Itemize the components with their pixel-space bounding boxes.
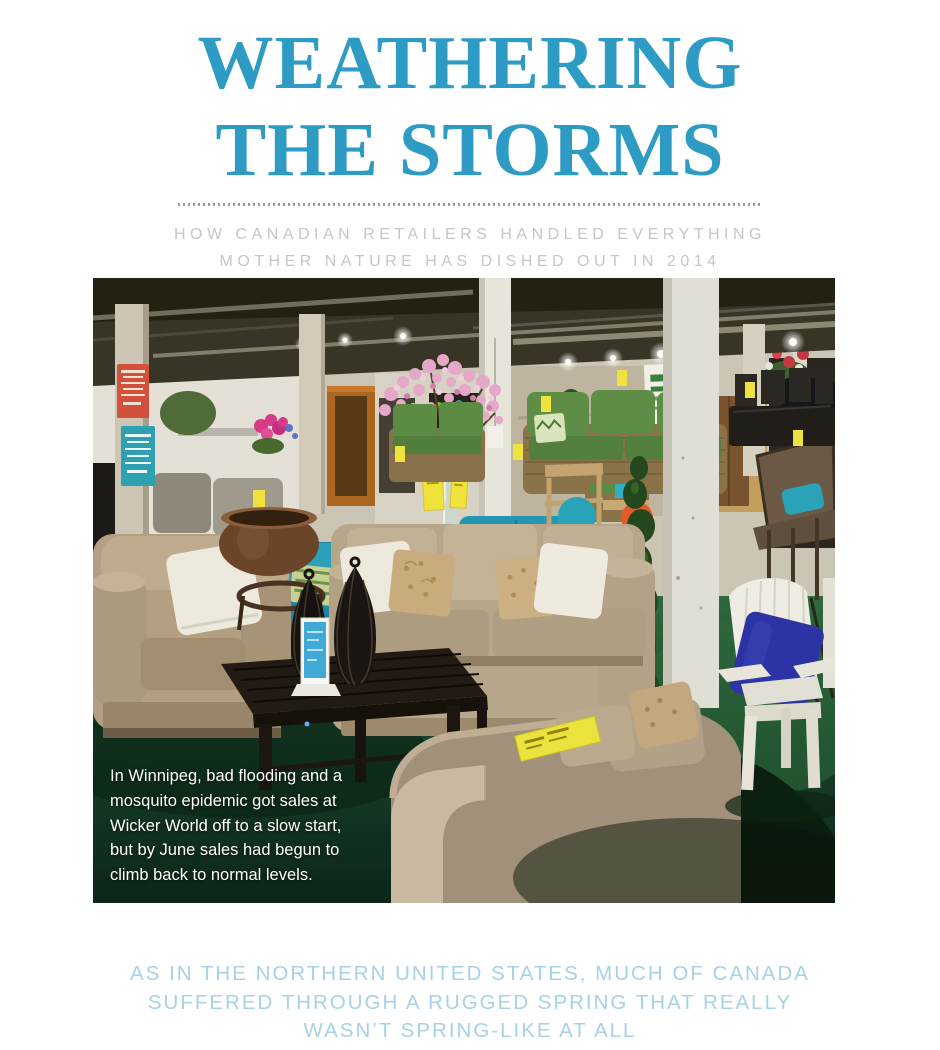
red-wall-sign bbox=[117, 364, 149, 418]
pull-quote-line-3: WASN’T SPRING-LIKE AT ALL bbox=[303, 1019, 637, 1042]
caption-line-3: Wicker World off to a slow start, bbox=[110, 816, 342, 835]
orange-doorway bbox=[327, 386, 375, 506]
pull-quote bbox=[0, 960, 940, 1046]
subtitle-line-1: HOW CANADIAN RETAILERS HANDLED EVERYTHING bbox=[174, 226, 766, 243]
pull-quote-line-2: SUFFERED THROUGH A RUGGED SPRING THAT REALLY bbox=[147, 990, 793, 1014]
caption-line-5: climb back to normal levels. bbox=[110, 866, 313, 885]
caption-line-4: but by June sales had begun to bbox=[110, 841, 340, 860]
title-line-2: THE STORMS bbox=[215, 108, 725, 192]
photo-caption bbox=[110, 764, 342, 888]
showroom-photo bbox=[93, 278, 835, 903]
damask-pillow bbox=[388, 549, 456, 617]
page-title bbox=[0, 20, 940, 194]
subtitle-line-2: MOTHER NATURE HAS DISHED OUT IN 2014 bbox=[219, 253, 721, 270]
pull-quote-line-1: AS IN THE NORTHERN UNITED STATES, MUCH OF CANADA bbox=[130, 962, 810, 985]
dark-dining-set bbox=[729, 368, 835, 446]
subtitle bbox=[0, 221, 940, 275]
caption-line-1: In Winnipeg, bad flooding and a bbox=[110, 767, 343, 785]
large-white-column bbox=[663, 278, 719, 708]
teal-wall-sign bbox=[121, 426, 155, 486]
dotted-divider bbox=[178, 203, 762, 206]
caption-line-2: mosquito epidemic got sales at bbox=[110, 791, 337, 810]
title-line-1: WEATHERING bbox=[197, 21, 743, 105]
